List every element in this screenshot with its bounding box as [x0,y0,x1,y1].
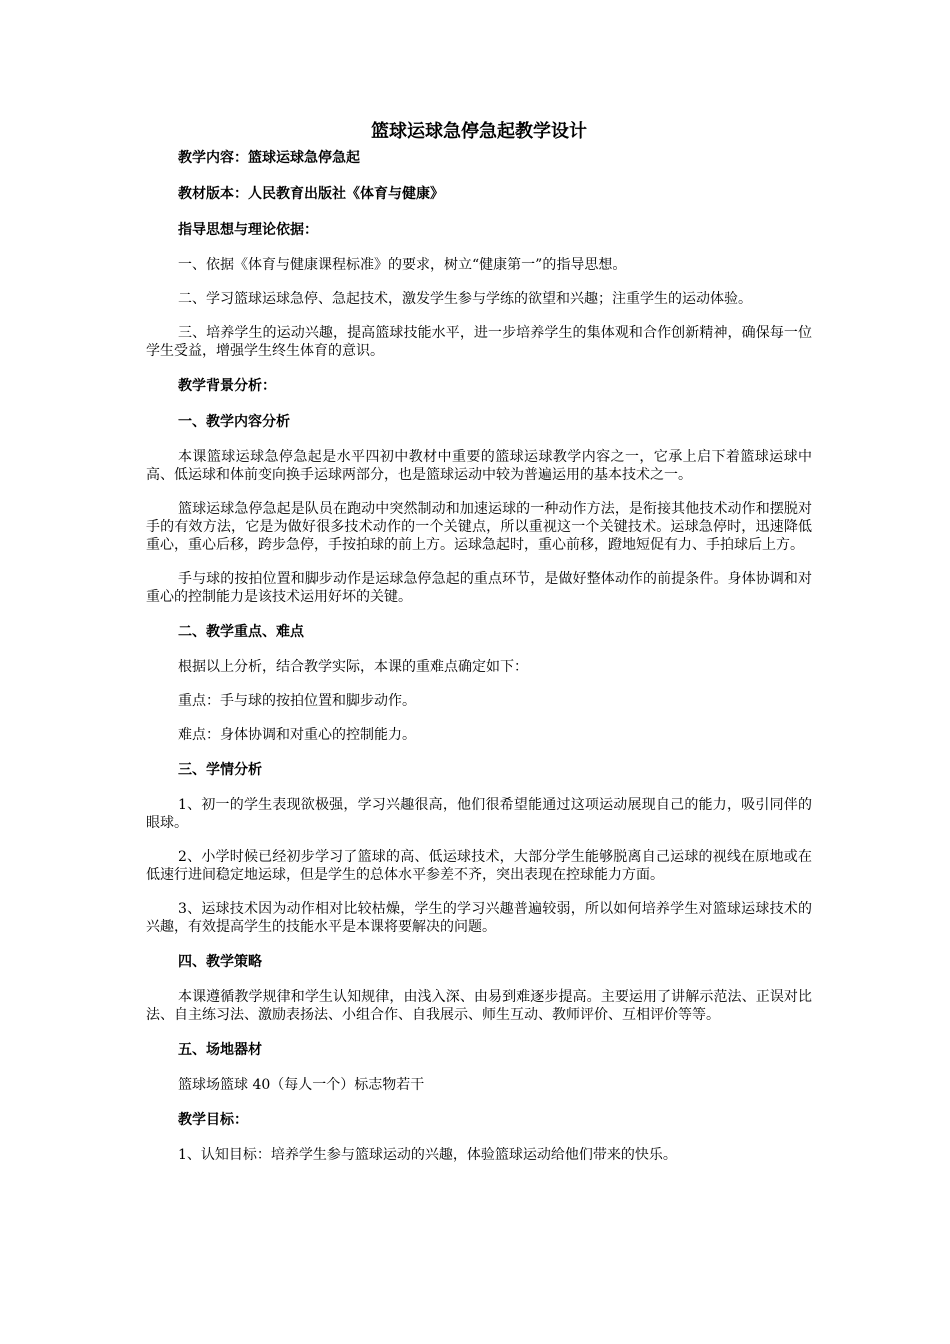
guiding-paragraph: 二、学习篮球运球急停、急起技术，激发学生参与学练的欲望和兴趣；注重学生的运动体验。 [178,291,752,307]
guiding-paragraph: 三、培养学生的运动兴趣，提高篮球技能水平，进一步培养学生的集体观和合作创新精神，确保每一位学生受益，增强学生终生体育的意识。 [146,325,812,359]
teaching-strategy-paragraph: 本课遵循教学规律和学生认知规律，由浅入深、由易到难逐步提高。主要运用了讲解示范法、正误对比法、自主练习法、激励表扬法、小组合作、自我展示、师生互动、教师评价、互相评价等等。 [146,989,812,1023]
content-analysis-paragraph: 篮球运球急停急起是队员在跑动中突然制动和加速运球的一种动作方法，是衔接其他技术动作和摆脱对手的有效方法，它是为做好很多技术动作的一个关键点，所以重视这一个关键技术。运球急停时，迅速降低重心，重心后移，跨步急停，手按拍球的前上方。运球急起时，重心前移，蹬地短促有力、手拍球后上方。 [146,501,812,553]
content-analysis-paragraph: 本课篮球运球急停急起是水平四初中教材中重要的篮球运球教学内容之一，它承上启下着篮球运球中高、低运球和体前变向换手运球两部分，也是篮球运动中较为普遍运用的基本技术之一。 [146,449,812,483]
section-heading-student-analysis: 三、学情分析 [178,762,262,778]
student-analysis-paragraph: 1、初一的学生表现欲极强，学习兴趣很高，他们很希望能通过这项运动展现自己的能力，吸引同伴的眼球。 [146,797,812,831]
guiding-thought-heading: 指导思想与理论依据： [178,222,318,238]
section-heading-venue-equipment: 五、场地器材 [178,1042,262,1058]
textbook-edition-label: 教材版本：人民教育出版社《体育与健康》 [178,186,444,202]
key-points-paragraph: 难点：身体协调和对重心的控制能力。 [178,727,416,743]
guiding-paragraph: 一、依据《体育与健康课程标准》的要求，树立“健康第一”的指导思想。 [178,257,627,273]
student-analysis-paragraph: 2、小学时候已经初步学习了篮球的高、低运球技术，大部分学生能够脱离自己运球的视线在原地或在低速行进间稳定地运球，但是学生的总体水平参差不齐，突出表现在控球能力方面。 [146,849,812,883]
section-heading-key-points: 二、教学重点、难点 [178,624,304,640]
student-analysis-paragraph: 3、运球技术因为动作相对比较枯燥，学生的学习兴趣普遍较弱，所以如何培养学生对篮球运球技术的兴趣，有效提高学生的技能水平是本课将要解决的问题。 [146,901,812,935]
background-analysis-heading: 教学背景分析： [178,378,276,394]
teaching-goal-item: 1、认知目标：培养学生参与篮球运动的兴趣，体验篮球运动给他们带来的快乐。 [178,1147,677,1163]
venue-equipment-paragraph: 篮球场篮球 40（每人一个）标志物若干 [178,1077,425,1093]
section-heading-teaching-strategy: 四、教学策略 [178,954,262,970]
key-points-paragraph: 重点：手与球的按拍位置和脚步动作。 [178,693,416,709]
teaching-content-label: 教学内容：篮球运球急停急起 [178,150,360,166]
content-analysis-paragraph: 手与球的按拍位置和脚步动作是运球急停急起的重点环节，是做好整体动作的前提条件。身体协调和对重心的控制能力是该技术运用好坏的关键。 [146,571,812,605]
key-points-paragraph: 根据以上分析，结合教学实际，本课的重难点确定如下： [178,659,528,675]
document-title: 篮球运球急停急起教学设计 [371,121,587,142]
section-heading-content-analysis: 一、教学内容分析 [178,414,290,430]
teaching-goals-heading: 教学目标： [178,1112,248,1128]
document-page [146,120,812,1180]
